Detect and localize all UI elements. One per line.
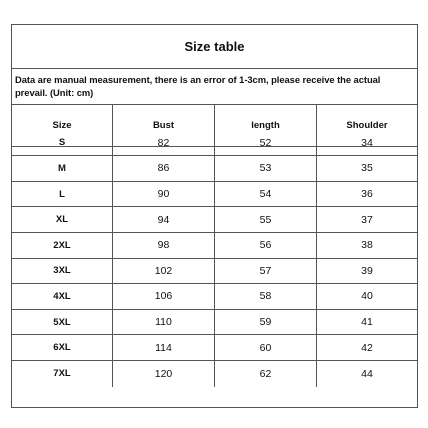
size-table [11,24,418,408]
table-cell-shoulder: 41 [317,310,417,336]
table-cell-shoulder: 36 [317,182,417,208]
measurement-note: Data are manual measurement, there is an error of 1-3cm, please receive the actual prevail. (Unit: cm) [12,69,417,105]
table-cell-shoulder: 38 [317,233,417,259]
table-cell-size: 2XL [12,233,113,259]
column-header-length: length [215,105,317,147]
table-cell-shoulder: 44 [361,367,373,380]
table-cell-bust: 98 [113,233,215,259]
table-cell-size: 4XL [12,284,113,310]
table-cell-size: 7XL [12,361,113,387]
table-cell-length: 60 [215,335,317,361]
table-cell-shoulder: 40 [317,284,417,310]
table-cell-length: 58 [215,284,317,310]
table-cell-shoulder: 35 [317,156,417,182]
table-cell-length: 56 [215,233,317,259]
table-cell-bust: 102 [113,259,215,285]
table-cell-size: 3XL [12,259,113,285]
table-cell-bust: 82 [113,131,215,157]
table-cell-shoulder: 42 [317,335,417,361]
table-cell-size: 6XL [12,335,113,361]
table-cell-size: S [12,131,113,157]
table-cell-length: 57 [215,259,317,285]
column-header-shoulder: Shoulder [317,105,417,147]
column-header-size: Size [12,105,113,147]
table-title: Size table [12,25,417,69]
table-cell-length: 53 [215,156,317,182]
table-cell-shoulder: 37 [317,207,417,233]
table-cell-bust: 110 [113,310,215,336]
table-cell-length: 62 [215,361,317,387]
table-cell-size: 5XL [12,310,113,336]
table-cell-length: 52 [215,131,317,157]
table-cell-size: M [12,156,113,182]
table-cell-bust: 90 [113,182,215,208]
table-cell-size: XL [12,207,113,233]
table-cell-length: 54 [215,182,317,208]
table-cell-bust: 114 [113,335,215,361]
table-cell-bust: 106 [113,284,215,310]
table-cell-size: L [12,182,113,208]
table-cell-shoulder: 34 [317,131,417,157]
table-cell-length: 55 [215,207,317,233]
column-header-bust: Bust [113,105,215,147]
table-cell-bust: 120 [113,361,215,387]
table-cell-shoulder: 39 [317,259,417,285]
table-cell-length: 59 [215,310,317,336]
table-cell-bust: 94 [113,207,215,233]
size-grid [12,105,417,387]
table-cell-bust: 86 [113,156,215,182]
